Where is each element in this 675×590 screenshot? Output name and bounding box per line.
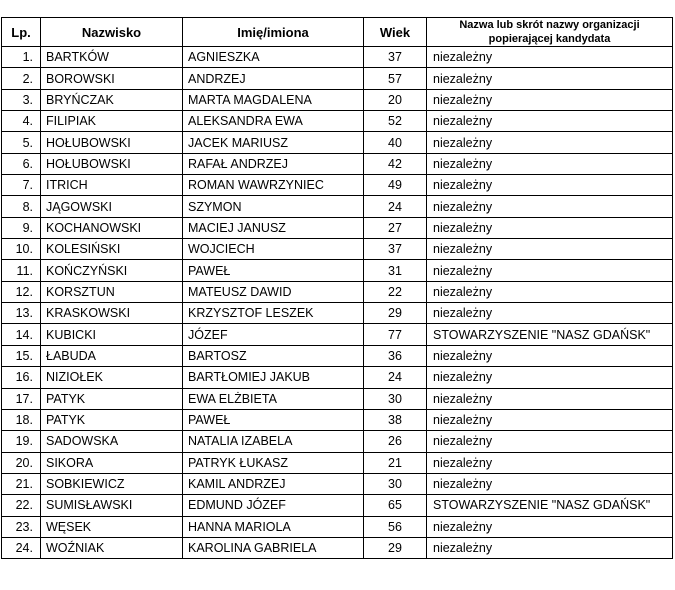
surname-cell: KOLESIŃSKI (41, 239, 183, 260)
first-names-cell: EDMUND JÓZEF (183, 495, 364, 516)
first-names-cell: BARTOSZ (183, 345, 364, 366)
first-names-cell: RAFAŁ ANDRZEJ (183, 153, 364, 174)
surname-cell: BRYŃCZAK (41, 89, 183, 110)
surname-cell: KOCHANOWSKI (41, 217, 183, 238)
surname-cell: FILIPIAK (41, 111, 183, 132)
row-number: 14. (2, 324, 41, 345)
row-number: 11. (2, 260, 41, 281)
age-cell: 77 (364, 324, 427, 345)
table-header (2, 18, 673, 47)
row-number: 3. (2, 89, 41, 110)
first-names-cell: KAROLINA GABRIELA (183, 537, 364, 558)
row-number: 17. (2, 388, 41, 409)
organization-cell: niezależny (427, 537, 673, 558)
row-number: 13. (2, 303, 41, 324)
header-organization: Nazwa lub skrót nazwy organizacji popierającej kandydata (427, 18, 673, 47)
age-cell: 27 (364, 217, 427, 238)
first-names-cell: NATALIA IZABELA (183, 431, 364, 452)
header-lp: Lp. (2, 18, 41, 47)
organization-cell: niezależny (427, 303, 673, 324)
age-cell: 37 (364, 239, 427, 260)
header-row (2, 18, 673, 47)
surname-cell: ŁABUDA (41, 345, 183, 366)
surname-cell: KRASKOWSKI (41, 303, 183, 324)
surname-cell: SOBKIEWICZ (41, 473, 183, 494)
organization-cell: niezależny (427, 473, 673, 494)
row-number: 9. (2, 217, 41, 238)
header-age: Wiek (364, 18, 427, 47)
table-row (2, 473, 673, 494)
surname-cell: KUBICKI (41, 324, 183, 345)
candidate-table (1, 17, 673, 559)
table-row (2, 367, 673, 388)
age-cell: 29 (364, 537, 427, 558)
surname-cell: WOŹNIAK (41, 537, 183, 558)
age-cell: 52 (364, 111, 427, 132)
row-number: 1. (2, 47, 41, 68)
surname-cell: KORSZTUN (41, 281, 183, 302)
organization-cell: STOWARZYSZENIE "NASZ GDAŃSK" (427, 324, 673, 345)
row-number: 12. (2, 281, 41, 302)
organization-cell: niezależny (427, 196, 673, 217)
first-names-cell: KAMIL ANDRZEJ (183, 473, 364, 494)
surname-cell: BARTKÓW (41, 47, 183, 68)
age-cell: 24 (364, 196, 427, 217)
age-cell: 26 (364, 431, 427, 452)
age-cell: 38 (364, 409, 427, 430)
first-names-cell: HANNA MARIOLA (183, 516, 364, 537)
table-row (2, 153, 673, 174)
organization-cell: niezależny (427, 452, 673, 473)
age-cell: 22 (364, 281, 427, 302)
age-cell: 30 (364, 473, 427, 494)
organization-cell: niezależny (427, 281, 673, 302)
row-number: 19. (2, 431, 41, 452)
first-names-cell: ANDRZEJ (183, 68, 364, 89)
surname-cell: SUMISŁAWSKI (41, 495, 183, 516)
row-number: 5. (2, 132, 41, 153)
first-names-cell: JACEK MARIUSZ (183, 132, 364, 153)
table-body (2, 47, 673, 559)
surname-cell: HOŁUBOWSKI (41, 132, 183, 153)
first-names-cell: ALEKSANDRA EWA (183, 111, 364, 132)
organization-cell: niezależny (427, 431, 673, 452)
row-number: 2. (2, 68, 41, 89)
organization-cell: niezależny (427, 89, 673, 110)
surname-cell: HOŁUBOWSKI (41, 153, 183, 174)
table-row (2, 495, 673, 516)
organization-cell: STOWARZYSZENIE "NASZ GDAŃSK" (427, 495, 673, 516)
table-row (2, 89, 673, 110)
organization-cell: niezależny (427, 175, 673, 196)
row-number: 21. (2, 473, 41, 494)
first-names-cell: MATEUSZ DAWID (183, 281, 364, 302)
row-number: 23. (2, 516, 41, 537)
table-row (2, 260, 673, 281)
header-surname: Nazwisko (41, 18, 183, 47)
first-names-cell: WOJCIECH (183, 239, 364, 260)
organization-cell: niezależny (427, 260, 673, 281)
row-number: 6. (2, 153, 41, 174)
first-names-cell: MACIEJ JANUSZ (183, 217, 364, 238)
organization-cell: niezależny (427, 388, 673, 409)
age-cell: 31 (364, 260, 427, 281)
age-cell: 42 (364, 153, 427, 174)
surname-cell: PATYK (41, 388, 183, 409)
table-row (2, 303, 673, 324)
row-number: 15. (2, 345, 41, 366)
table-row (2, 431, 673, 452)
surname-cell: NIZIOŁEK (41, 367, 183, 388)
first-names-cell: ROMAN WAWRZYNIEC (183, 175, 364, 196)
table-row (2, 409, 673, 430)
table-row (2, 537, 673, 558)
age-cell: 37 (364, 47, 427, 68)
table-row (2, 388, 673, 409)
organization-cell: niezależny (427, 239, 673, 260)
organization-cell: niezależny (427, 409, 673, 430)
row-number: 8. (2, 196, 41, 217)
surname-cell: BOROWSKI (41, 68, 183, 89)
organization-cell: niezależny (427, 111, 673, 132)
table-row (2, 196, 673, 217)
table-row (2, 68, 673, 89)
table-row (2, 111, 673, 132)
first-names-cell: EWA ELŻBIETA (183, 388, 364, 409)
table-row (2, 452, 673, 473)
table-row (2, 324, 673, 345)
age-cell: 65 (364, 495, 427, 516)
surname-cell: SIKORA (41, 452, 183, 473)
row-number: 24. (2, 537, 41, 558)
surname-cell: PATYK (41, 409, 183, 430)
age-cell: 24 (364, 367, 427, 388)
table-row (2, 47, 673, 68)
surname-cell: KOŃCZYŃSKI (41, 260, 183, 281)
first-names-cell: MARTA MAGDALENA (183, 89, 364, 110)
first-names-cell: AGNIESZKA (183, 47, 364, 68)
table-row (2, 281, 673, 302)
age-cell: 20 (364, 89, 427, 110)
row-number: 10. (2, 239, 41, 260)
first-names-cell: KRZYSZTOF LESZEK (183, 303, 364, 324)
first-names-cell: SZYMON (183, 196, 364, 217)
age-cell: 40 (364, 132, 427, 153)
table-row (2, 175, 673, 196)
table-row (2, 132, 673, 153)
row-number: 18. (2, 409, 41, 430)
table-row (2, 345, 673, 366)
age-cell: 49 (364, 175, 427, 196)
row-number: 20. (2, 452, 41, 473)
age-cell: 57 (364, 68, 427, 89)
organization-cell: niezależny (427, 367, 673, 388)
table-row (2, 217, 673, 238)
first-names-cell: PAWEŁ (183, 409, 364, 430)
organization-cell: niezależny (427, 47, 673, 68)
surname-cell: ITRICH (41, 175, 183, 196)
surname-cell: SADOWSKA (41, 431, 183, 452)
header-first-names: Imię/imiona (183, 18, 364, 47)
organization-cell: niezależny (427, 132, 673, 153)
table-row (2, 239, 673, 260)
organization-cell: niezależny (427, 153, 673, 174)
age-cell: 29 (364, 303, 427, 324)
table-row (2, 516, 673, 537)
organization-cell: niezależny (427, 516, 673, 537)
first-names-cell: JÓZEF (183, 324, 364, 345)
first-names-cell: BARTŁOMIEJ JAKUB (183, 367, 364, 388)
row-number: 7. (2, 175, 41, 196)
organization-cell: niezależny (427, 345, 673, 366)
organization-cell: niezależny (427, 217, 673, 238)
age-cell: 56 (364, 516, 427, 537)
row-number: 4. (2, 111, 41, 132)
row-number: 22. (2, 495, 41, 516)
surname-cell: WĘSEK (41, 516, 183, 537)
row-number: 16. (2, 367, 41, 388)
organization-cell: niezależny (427, 68, 673, 89)
age-cell: 30 (364, 388, 427, 409)
age-cell: 21 (364, 452, 427, 473)
age-cell: 36 (364, 345, 427, 366)
surname-cell: JĄGOWSKI (41, 196, 183, 217)
first-names-cell: PAWEŁ (183, 260, 364, 281)
first-names-cell: PATRYK ŁUKASZ (183, 452, 364, 473)
